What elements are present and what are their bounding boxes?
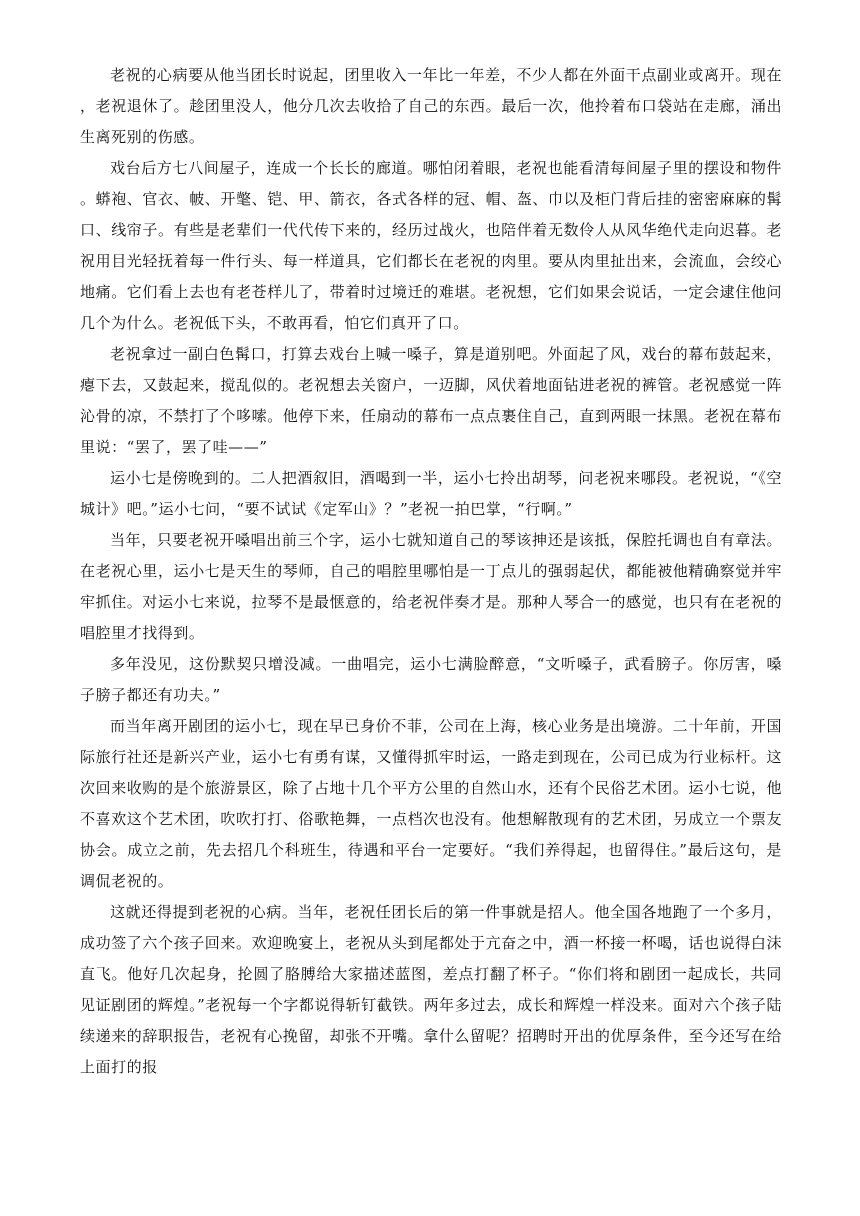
paragraph: 老祝的心病要从他当团长时说起，团里收入一年比一年差，不少人都在外面干点副业或离开。现在，老祝退休了。趁团里没人，他分几次去收拾了自己的东西。最后一次，他拎着布口袋站在走廊，涌出生离死别的伤感。	[80, 66, 782, 146]
document-page	[80, 60, 782, 1083]
paragraph: 运小七是傍晚到的。二人把酒叙旧，酒喝到一半，运小七拎出胡琴，问老祝来哪段。老祝说，“《空城计》吧。”运小七问，“要不试试《定军山》？”老祝一拍巴掌，“行啊。”	[80, 469, 782, 518]
paragraph: 戏台后方七八间屋子，连成一个长长的廊道。哪怕闭着眼，老祝也能看清每间屋子里的摆设和物件。蟒袍、官衣、帔、开氅、铠、甲、箭衣，各式各样的冠、帽、盔、巾以及柜门背后挂的密密麻麻的髯口、线帘子。有些是老辈们一代代传下来的，经历过战火，也陪伴着无数伶人从风华绝代走向迟暮。老祝用目光轻抚着每一件行头、每一样道具，它们都长在老祝的肉里。要从肉里扯出来，会流血，会绞心地痛。它们看上去也有老苍样儿了，带着时过境迁的难堪。老祝想，它们如果会说话，一定会逮住他问几个为什么。老祝低下头，不敢再看，怕它们真开了口。	[80, 159, 782, 332]
paragraph: 多年没见，这份默契只增没减。一曲唱完，运小七满脸醉意，“文听嗓子，武看膀子。你厉害，嗓子膀子都还有功夫。”	[80, 655, 782, 704]
paragraph: 老祝拿过一副白色髯口，打算去戏台上喊一嗓子，算是道别吧。外面起了风，戏台的幕布鼓起来，瘪下去，又鼓起来，搅乱似的。老祝想去关窗户，一迈脚，风伏着地面钻进老祝的裤管。老祝感觉一阵沁骨的凉，不禁打了个哆嗦。他停下来，任扇动的幕布一点点裹住自己，直到两眼一抹黑。老祝在幕布里说：“罢了，罢了哇——”	[80, 345, 782, 456]
paragraph: 当年，只要老祝开嗓唱出前三个字，运小七就知道自己的琴该抻还是该抵，保腔托调也自有章法。在老祝心里，运小七是天生的琴师，自己的唱腔里哪怕是一丁点儿的强弱起伏，都能被他精确察觉并牢牢抓住。对运小七来说，拉琴不是最惬意的，给老祝伴奏才是。那种人琴合一的感觉，也只有在老祝的唱腔里才找得到。	[80, 531, 782, 642]
paragraph: 而当年离开剧团的运小七，现在早已身价不菲，公司在上海，核心业务是出境游。二十年前，开国际旅行社还是新兴产业，运小七有勇有谋，又懂得抓牢时运，一路走到现在，公司已成为行业标杆。这次回来收购的是个旅游景区，除了占地十几个平方公里的自然山水，还有个民俗艺术团。运小七说，他不喜欢这个艺术团，吹吹打打、俗歌艳舞，一点档次也没有。他想解散现有的艺术团，另成立一个票友协会。成立之前，先去招几个科班生，待遇和平台一定要好。“我们养得起，也留得住。”最后这句，是调侃老祝的。	[80, 717, 782, 890]
paragraph: 这就还得提到老祝的心病。当年，老祝任团长后的第一件事就是招人。他全国各地跑了一个多月，成功签了六个孩子回来。欢迎晚宴上，老祝从头到尾都处于亢奋之中，酒一杯接一杯喝，话也说得白沫直飞。他好几次起身，抡圆了胳膊给大家描述蓝图，差点打翻了杯子。“你们将和剧团一起成长，共同见证剧团的辉煌。”老祝每一个字都说得斩钉截铁。两年多过去，成长和辉煌一样没来。面对六个孩子陆续递来的辞职报告，老祝有心挽留，却张不开嘴。拿什么留呢？招聘时开出的优厚条件，至今还写在给上面打的报	[80, 903, 782, 1076]
